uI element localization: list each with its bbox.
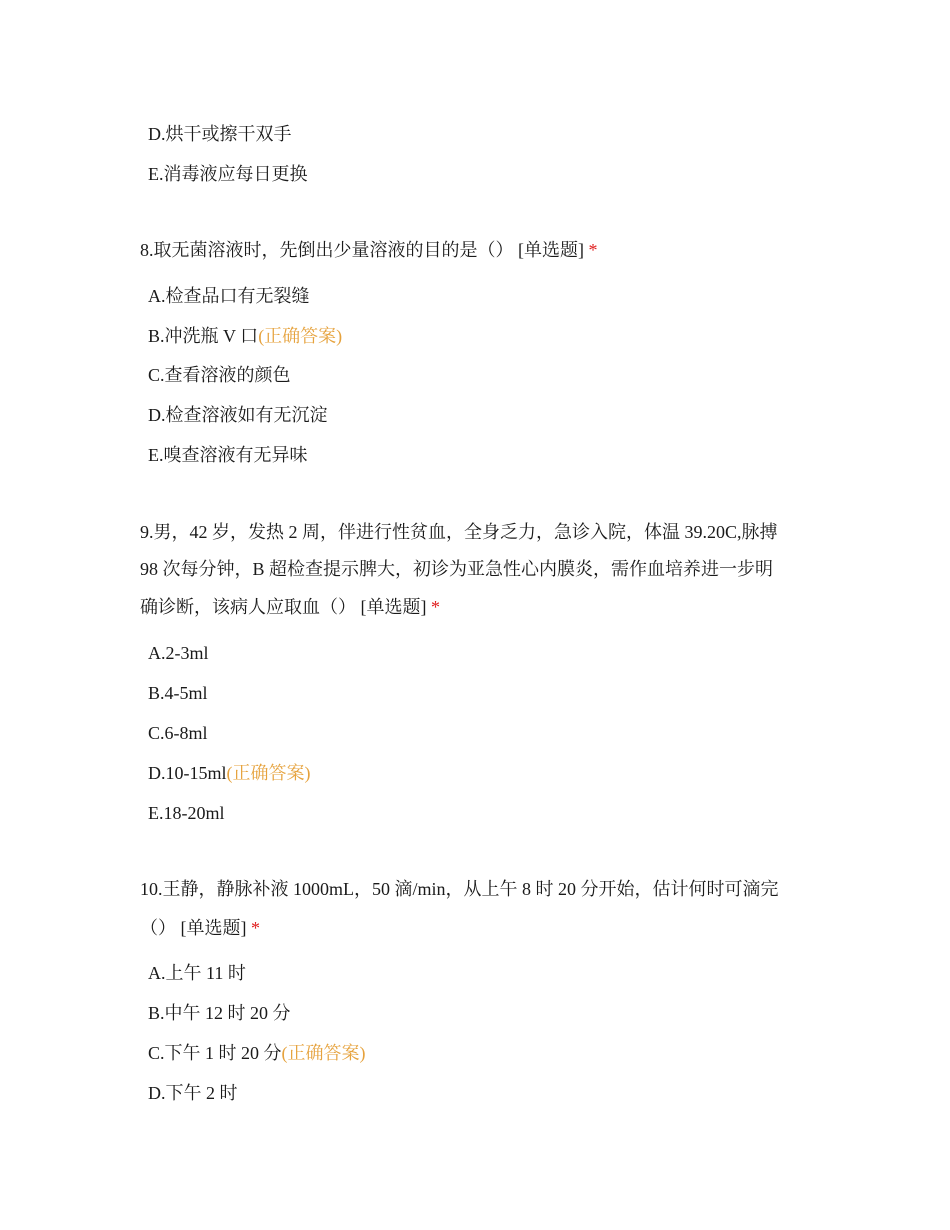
question-9-line <box>140 557 773 581</box>
option-item <box>148 162 308 186</box>
question-8-text <box>140 238 598 262</box>
option-label: E.消毒液应每日更换 <box>148 164 308 184</box>
required-mark: * <box>431 597 440 617</box>
option-item <box>148 324 342 348</box>
required-mark: * <box>588 240 598 260</box>
option-label: C.6-8ml <box>148 723 208 743</box>
option-item <box>148 721 208 745</box>
option-item <box>148 641 209 665</box>
option-item <box>148 443 308 467</box>
option-label: A.检查品口有无裂缝 <box>148 286 310 306</box>
question-line: 8.取无菌溶液时，先倒出少量溶液的目的是（） [单选题] <box>140 240 584 260</box>
option-label: B.中午 12 时 20 分 <box>148 1003 291 1023</box>
correct-answer-tag: (正确答案) <box>281 1043 366 1063</box>
question-line: （） [单选题] <box>140 918 247 938</box>
option-item <box>148 1001 291 1025</box>
option-label: D.下午 2 时 <box>148 1083 238 1103</box>
question-line: 确诊断，该病人应取血（） [单选题] <box>140 597 427 617</box>
question-10-line <box>140 916 260 940</box>
question-line: 9.男，42 岁，发热 2 周，伴进行性贫血，全身乏力，急诊入院，体温 39.20C,脉搏 <box>140 522 778 542</box>
question-line: 98 次每分钟，B 超检查提示脾大，初诊为亚急性心内膜炎，需作血培养进一步明 <box>140 559 774 579</box>
question-9-line <box>140 595 440 619</box>
option-item <box>148 403 328 427</box>
option-label: E.嗅查溶液有无异味 <box>148 445 308 465</box>
option-label: B.4-5ml <box>148 683 208 703</box>
option-item <box>148 801 225 825</box>
correct-answer-tag: (正确答案) <box>258 326 343 346</box>
option-item <box>148 961 246 985</box>
option-item <box>148 761 311 785</box>
option-label: E.18-20ml <box>148 803 225 823</box>
question-10-line <box>140 877 779 901</box>
option-label: B.冲洗瓶 V 口 <box>148 326 259 346</box>
question-9-line <box>140 520 778 544</box>
option-label: D.10-15ml <box>148 763 227 783</box>
correct-answer-tag: (正确答案) <box>226 763 311 783</box>
option-label: A.上午 11 时 <box>148 963 246 983</box>
option-item <box>148 363 291 387</box>
option-item <box>148 284 310 308</box>
option-item <box>148 122 292 146</box>
option-label: C.查看溶液的颜色 <box>148 365 291 385</box>
option-label: C.下午 1 时 20 分 <box>148 1043 282 1063</box>
option-item <box>148 681 208 705</box>
question-line: 10.王静，静脉补液 1000mL，50 滴/min，从上午 8 时 20 分开始，估计何时可滴完 <box>140 879 779 899</box>
option-label: A.2-3ml <box>148 643 209 663</box>
option-item <box>148 1081 238 1105</box>
option-label: D.检查溶液如有无沉淀 <box>148 405 328 425</box>
option-label: D.烘干或擦干双手 <box>148 124 292 144</box>
option-item <box>148 1041 366 1065</box>
required-mark: * <box>251 918 260 938</box>
